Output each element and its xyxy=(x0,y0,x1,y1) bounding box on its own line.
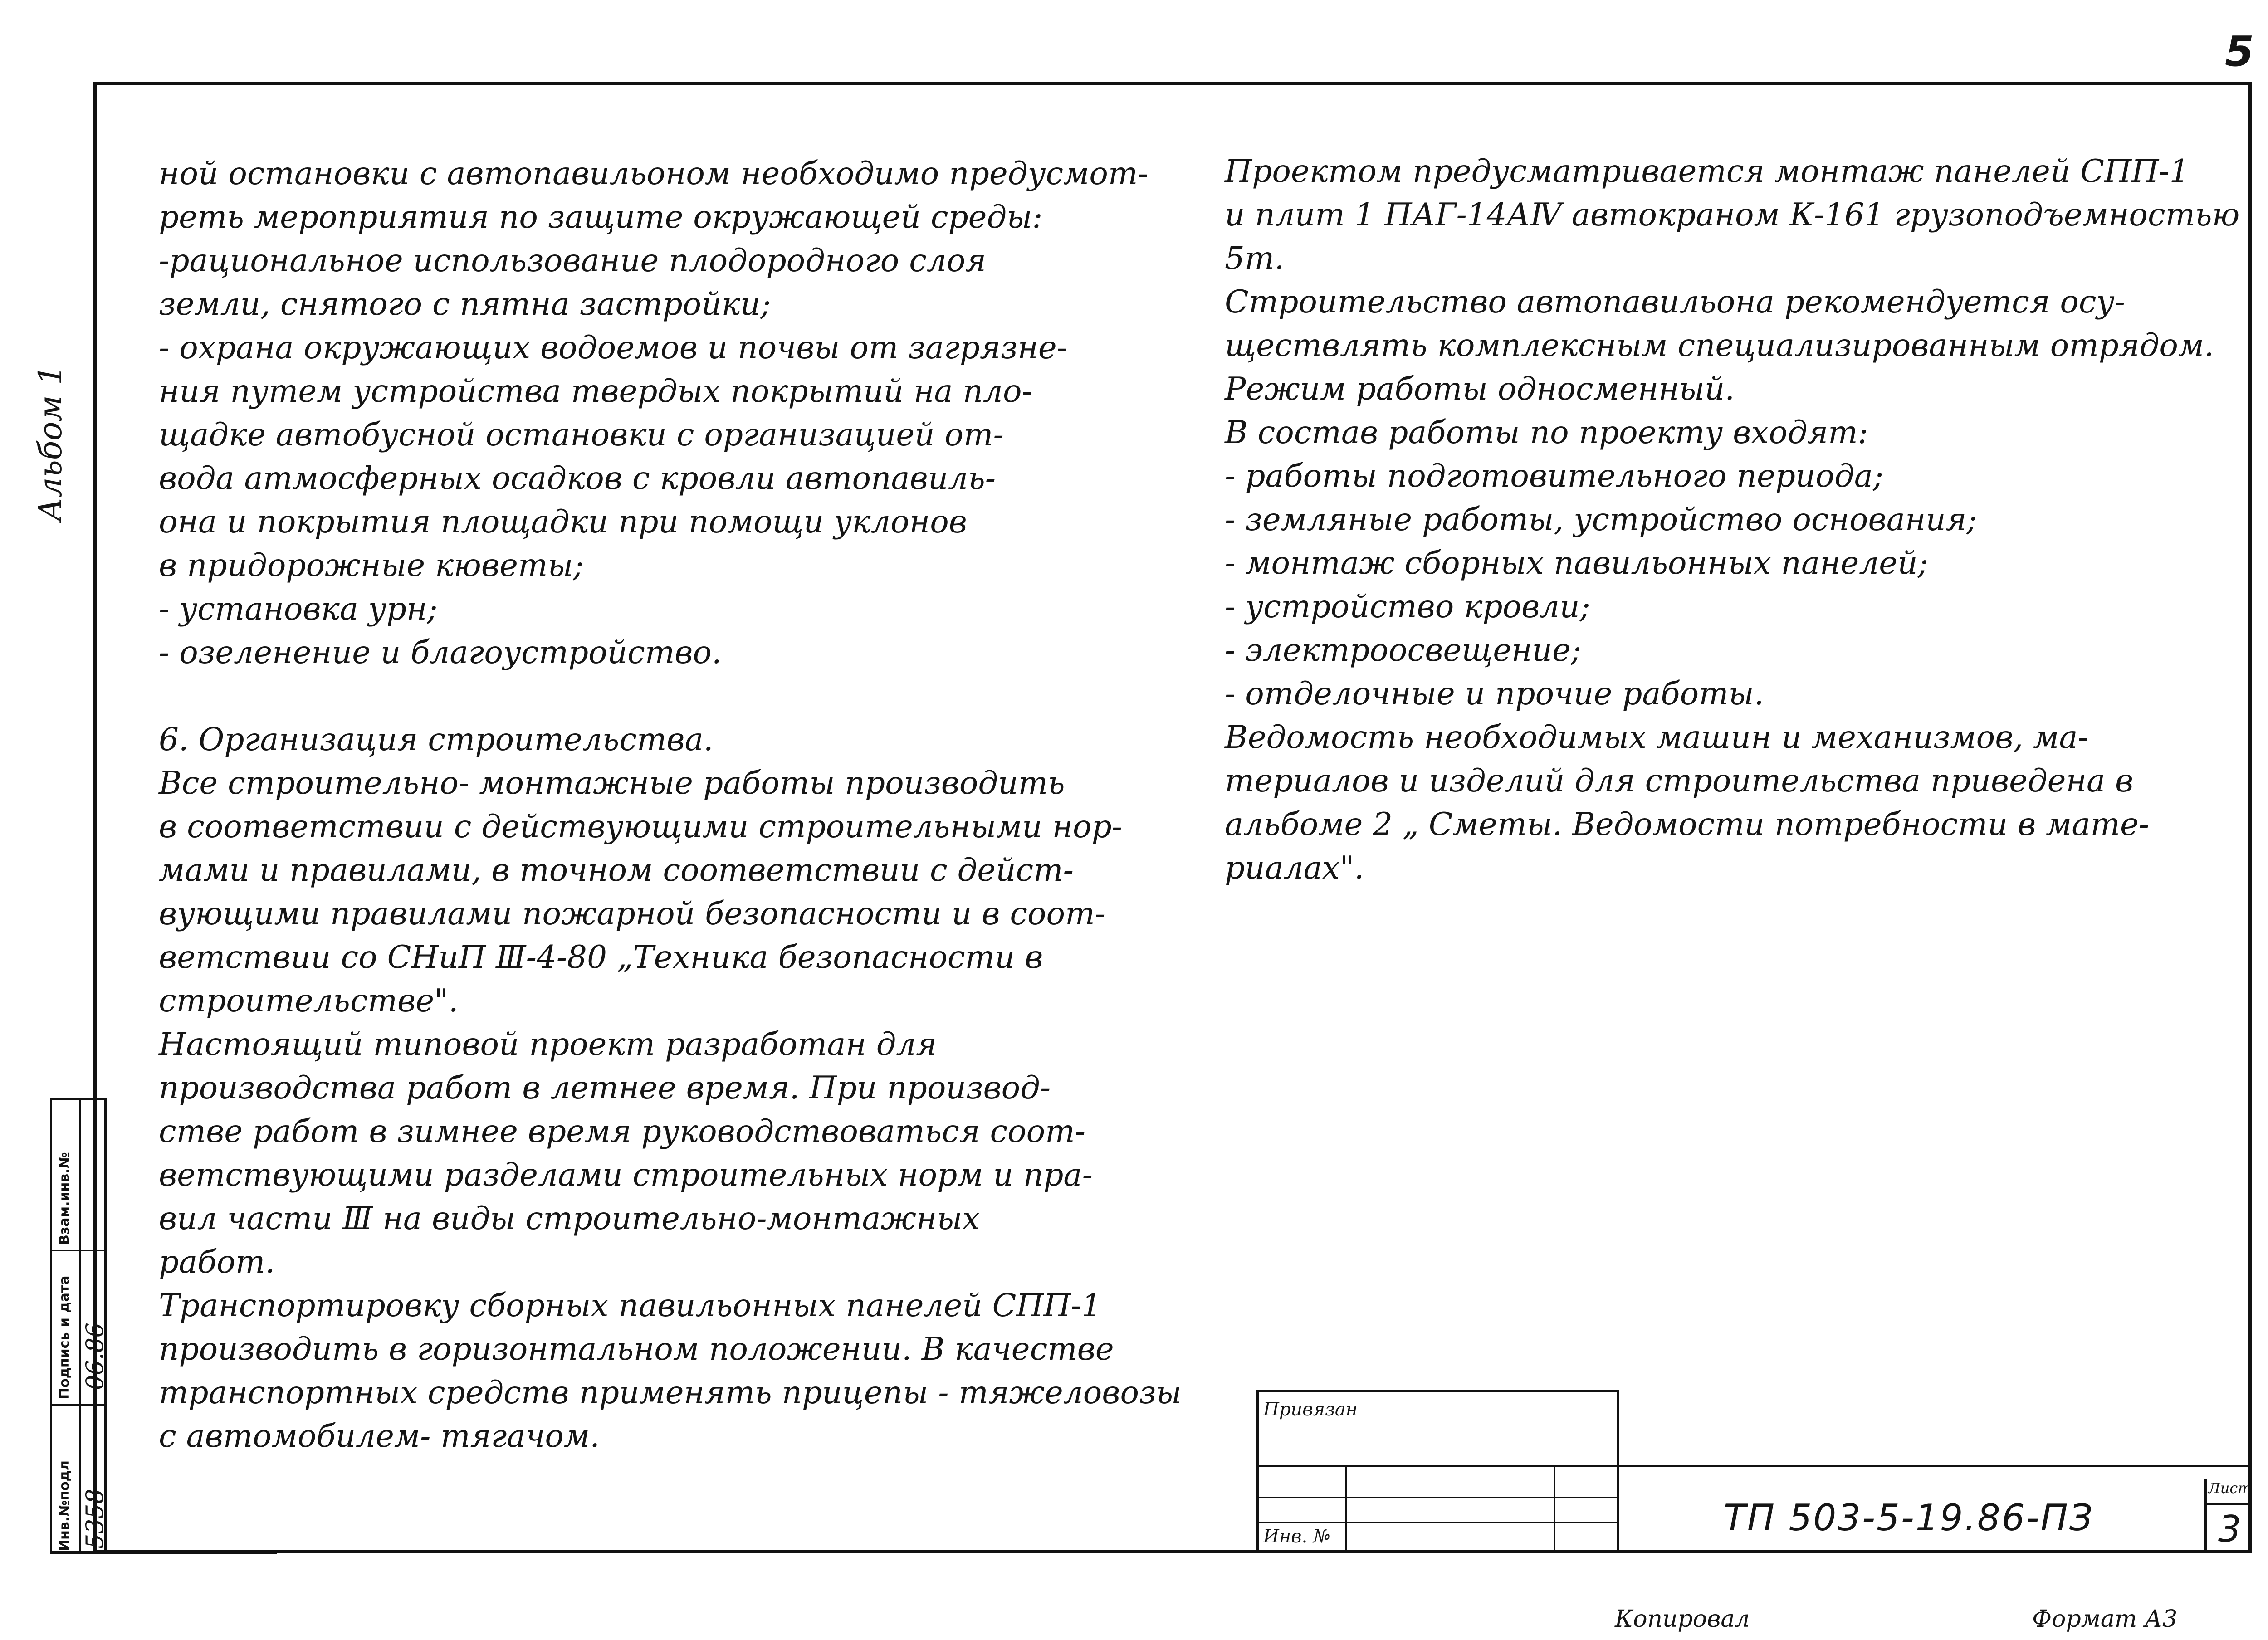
sheet-label: Лист xyxy=(2208,1479,2252,1497)
album-label: Альбом 1 xyxy=(32,365,69,522)
paper-format: Формат А3 xyxy=(2032,1606,2178,1633)
text-line: Настоящий типовой проект разработан для xyxy=(159,1026,937,1063)
text-line xyxy=(159,674,1170,718)
vzam-label: Взам.инв.№ xyxy=(57,1152,73,1245)
text-line: - установка урн; xyxy=(159,591,438,627)
text-line: - электроосвещение; xyxy=(1225,632,1582,669)
text-line: риалах". xyxy=(1225,850,1364,886)
inv-podl-label: Инв.№подл xyxy=(57,1460,73,1551)
text-line: ной остановки с автопавильоном необходимо предусмот- xyxy=(159,156,1149,192)
text-line: - охрана окружающих водоемов и почвы от загрязне- xyxy=(159,330,1067,366)
left-text-column xyxy=(159,152,1182,1458)
text-line: - монтаж сборных павильонных панелей; xyxy=(1225,545,1928,581)
sheet-number: 3 xyxy=(2218,1508,2241,1550)
sign-date-label: Подпись и дата xyxy=(57,1275,73,1399)
text-line: ветствующими разделами строительных норм и пра- xyxy=(159,1157,1093,1193)
text-line: производства работ в летнее время. При производ- xyxy=(159,1070,1051,1106)
text-line: ществлять комплексным специализированным отрядом. xyxy=(1225,327,2214,364)
left-stamp xyxy=(50,1098,107,1553)
text-line: в придорожные кюветы; xyxy=(159,547,584,584)
text-line: Ведомость необходимых машин и механизмов, ма- xyxy=(1225,719,2088,756)
text-line: мами и правилами, в точном соответствии с дейст- xyxy=(159,852,1074,888)
sign-date-value: 06.86 xyxy=(82,1323,109,1390)
text-line: ния путем устройства твердых покрытий на пло- xyxy=(159,373,1032,410)
text-line: реть мероприятия по защите окружающей среды: xyxy=(159,199,1043,235)
text-line: вил части Ⅲ на виды строительно-монтажных xyxy=(159,1201,980,1237)
text-line: работ. xyxy=(159,1244,275,1280)
text-line: Режим работы односменный. xyxy=(1225,371,1735,407)
text-line: Транспортировку сборных павильонных панелей СПП-1 xyxy=(159,1288,1101,1324)
text-line: строительстве". xyxy=(159,983,459,1019)
text-line: вующими правилами пожарной безопасности и в соот- xyxy=(159,896,1105,932)
right-text-column xyxy=(1225,150,2240,890)
text-line: - озеленение и благоустройство. xyxy=(159,635,722,671)
text-line: - устройство кровли; xyxy=(1225,589,1590,625)
text-line: щадке автобусной остановки с организацией от- xyxy=(159,417,1004,453)
text-line: териалов и изделий для строительства приведена в xyxy=(1225,763,2134,799)
text-line: В состав работы по проекту входят: xyxy=(1225,415,1868,451)
text-line: - отделочные и прочие работы. xyxy=(1225,676,1764,712)
text-line: Строительство автопавильона рекомендуется осу- xyxy=(1225,284,2125,320)
text-line: - земляные работы, устройство основания; xyxy=(1225,502,1977,538)
text-line: транспортных средств применять прицепы - тяжеловозы xyxy=(159,1375,1182,1411)
inv-podl-value: 5358 xyxy=(82,1489,109,1549)
bottom-margin-line xyxy=(50,1551,277,1554)
text-line: альбоме 2 „ Сметы. Ведомости потребности в мате- xyxy=(1225,806,2150,843)
inv-no-label: Инв. № xyxy=(1263,1526,1330,1547)
text-line: стве работ в зимнее время руководствоваться соот- xyxy=(159,1113,1085,1150)
text-line: земли, снятого с пятна застройки; xyxy=(159,286,771,322)
text-line: ветствии со СНиП Ⅲ-4-80 „Техника безопасности в xyxy=(159,939,1043,976)
text-line: с автомобилем- тягачом. xyxy=(159,1418,600,1455)
document-code: ТП 503-5-19.86-ПЗ xyxy=(1724,1497,2094,1539)
text-line: она и покрытия площадки при помощи уклонов xyxy=(159,504,967,540)
privyazan-label: Привязан xyxy=(1263,1399,1358,1420)
text-line: Проектом предусматривается монтаж панелей СПП-1 xyxy=(1225,153,2190,190)
text-line: -рациональное использование плодородного слоя xyxy=(159,243,987,279)
text-line: в соответствии с действующими строительными нор- xyxy=(159,809,1123,845)
text-line: вода атмосферных осадков с кровли автопавиль- xyxy=(159,460,996,497)
text-line: 6. Организация строительства. xyxy=(159,722,714,758)
page-number: 5 xyxy=(2225,27,2254,76)
text-line: - работы подготовительного периода; xyxy=(1225,458,1884,494)
text-line: производить в горизонтальном положении. В качестве xyxy=(159,1331,1114,1367)
text-line: Все строительно- монтажные работы производить xyxy=(159,765,1065,801)
text-line: и плит 1 ПАГ-14АⅣ автокраном К-161 грузоподъемностью xyxy=(1225,197,2240,233)
text-line: 5т. xyxy=(1225,240,1285,277)
copied-by: Копировал xyxy=(1615,1606,1750,1633)
